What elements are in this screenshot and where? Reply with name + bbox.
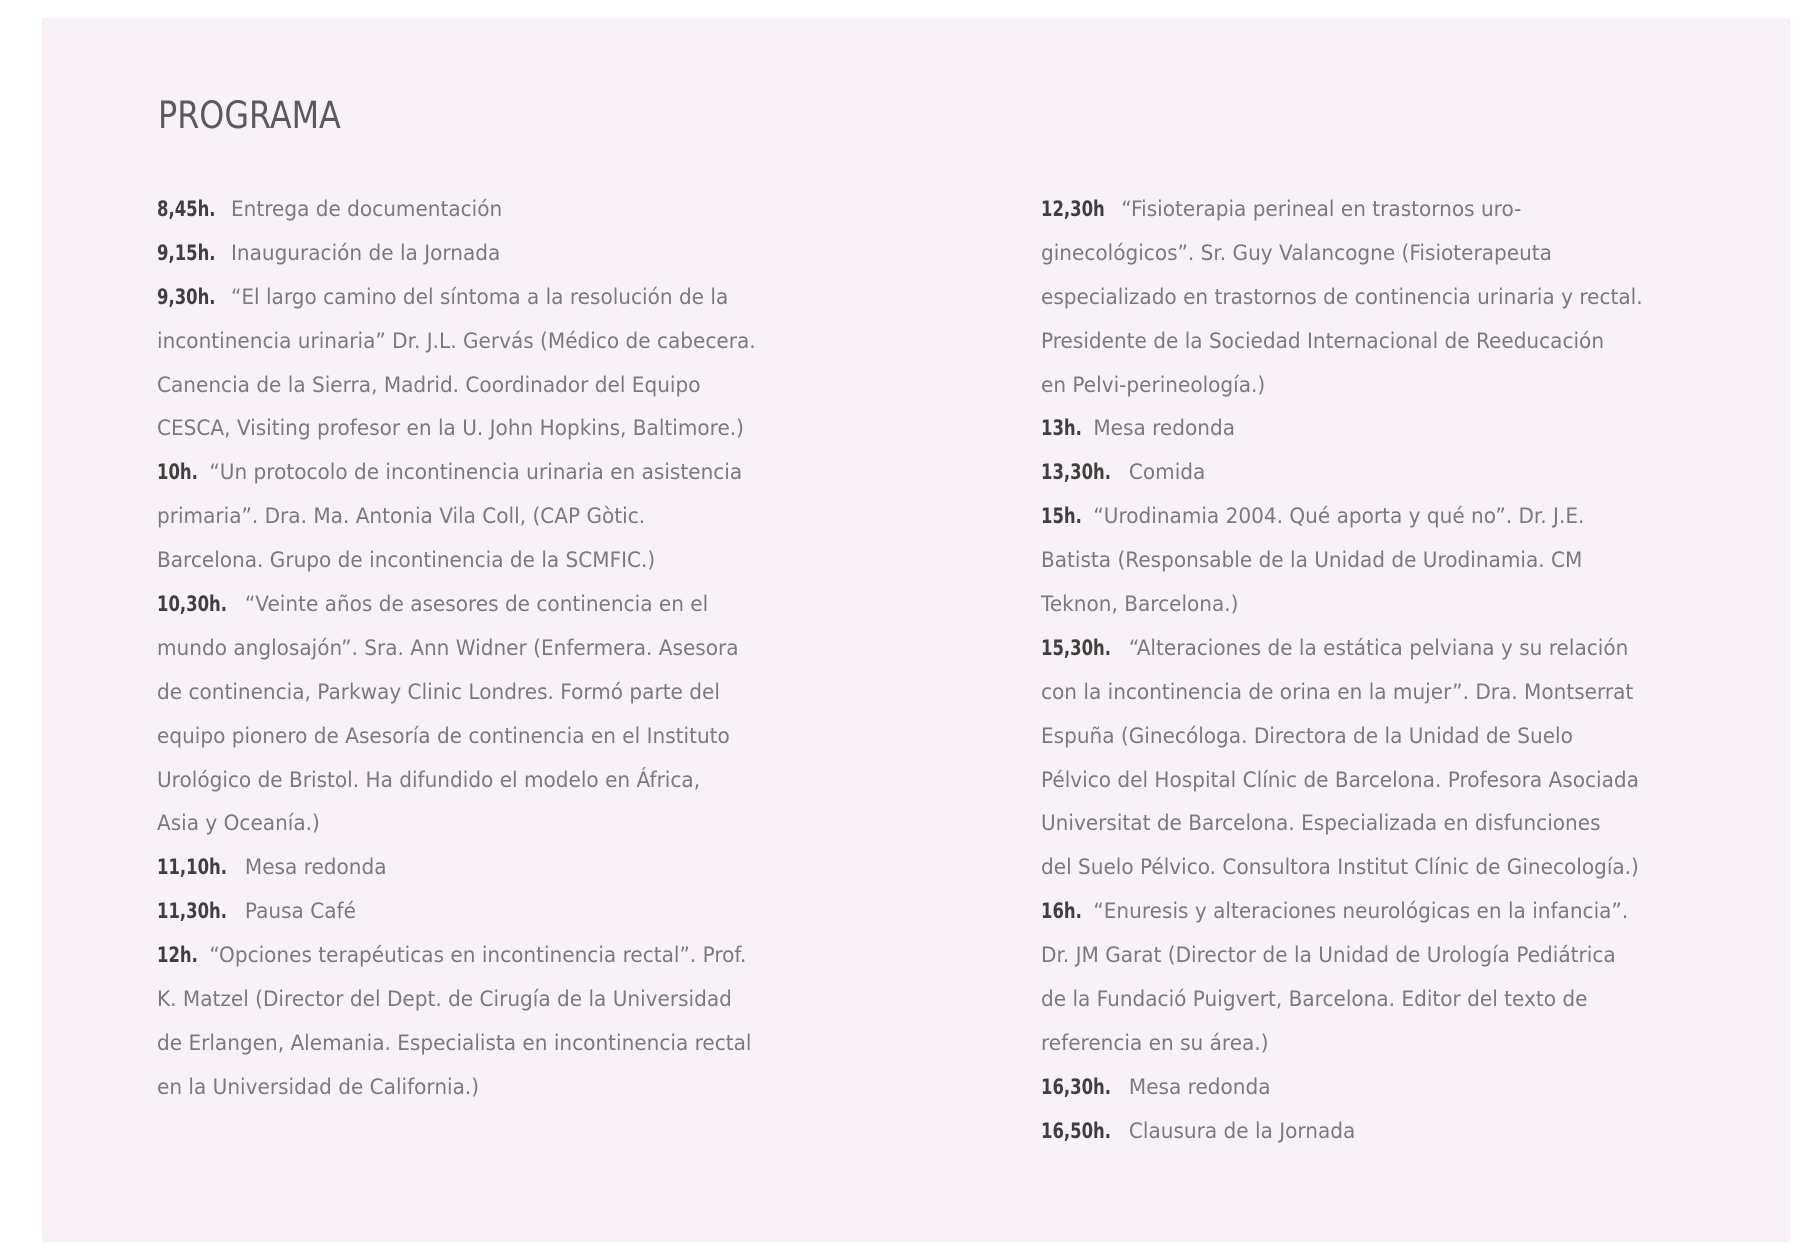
program-time: 15h. — [1041, 504, 1082, 529]
program-text: equipo pionero de Asesoría de continencia en el Instituto — [157, 723, 730, 748]
program-time: 13,30h. — [1041, 460, 1111, 485]
program-line — [157, 364, 826, 408]
program-line — [157, 802, 826, 846]
program-text: “Enuresis y alteraciones neurológicas en la infancia”. — [1093, 899, 1629, 924]
program-time: 16,50h. — [1041, 1118, 1111, 1143]
program-line — [1041, 1110, 1729, 1154]
program-line — [1041, 1066, 1729, 1110]
program-line — [157, 407, 826, 451]
program-text: Canencia de la Sierra, Madrid. Coordinador del Equipo — [157, 372, 701, 397]
program-text: Espuña (Ginecóloga. Directora de la Unidad de Suelo — [1041, 723, 1573, 748]
program-time: 10,30h. — [157, 592, 227, 617]
program-text: Presidente de la Sociedad Internacional de Reeducación — [1041, 328, 1605, 353]
program-line — [1041, 451, 1729, 495]
program-text: “El largo camino del síntoma a la resolución de la — [230, 284, 729, 309]
program-line — [1041, 407, 1729, 451]
program-text: ginecológicos”. Sr. Guy Valancogne (Fisioterapeuta — [1041, 240, 1552, 265]
program-line — [1041, 1022, 1729, 1066]
program-line — [1041, 364, 1729, 408]
program-column-right — [1041, 188, 1761, 1154]
program-text: Pausa Café — [244, 899, 356, 924]
program-time: 8,45h. — [157, 197, 216, 221]
program-line — [157, 232, 826, 276]
program-sheet — [42, 18, 1790, 1242]
program-line — [157, 978, 826, 1022]
program-text: Teknon, Barcelona.) — [1041, 592, 1239, 617]
program-text: Clausura de la Jornada — [1128, 1118, 1356, 1143]
program-text: K. Matzel (Director del Dept. de Cirugía de la Universidad — [157, 987, 732, 1012]
program-line — [157, 671, 826, 715]
program-text: “Un protocolo de incontinencia urinaria en asistencia — [209, 460, 743, 485]
program-time: 16,30h. — [1041, 1074, 1111, 1099]
program-time: 12h. — [157, 943, 198, 968]
program-line — [1041, 715, 1729, 759]
program-text: Barcelona. Grupo de incontinencia de la SCMFIC.) — [157, 548, 656, 573]
program-text: incontinencia urinaria” Dr. J.L. Gervás (Médico de cabecera. — [157, 328, 756, 353]
program-text: Asia y Oceanía.) — [157, 811, 320, 836]
program-line — [157, 188, 826, 232]
program-line — [1041, 495, 1729, 539]
program-line — [1041, 320, 1729, 364]
program-line — [1041, 759, 1729, 803]
program-line — [157, 1066, 826, 1110]
program-text: con la incontinencia de orina en la mujer”. Dra. Montserrat — [1041, 679, 1634, 704]
program-text: “Opciones terapéuticas en incontinencia rectal”. Prof. — [209, 943, 747, 968]
program-text: Dr. JM Garat (Director de la Unidad de Urología Pediátrica — [1041, 943, 1616, 968]
program-line — [1041, 188, 1729, 232]
program-line — [1041, 671, 1729, 715]
program-line — [1041, 934, 1729, 978]
program-line — [1041, 627, 1729, 671]
program-line — [157, 451, 826, 495]
program-line — [157, 715, 826, 759]
program-line — [157, 627, 826, 671]
program-text: Mesa redonda — [244, 855, 387, 880]
program-text: “Alteraciones de la estática pelviana y su relación — [1128, 635, 1629, 660]
program-line — [1041, 978, 1729, 1022]
program-text: de continencia, Parkway Clinic Londres. Formó parte del — [157, 679, 720, 704]
program-text: especializado en trastornos de continencia urinaria y rectal. — [1041, 284, 1643, 309]
program-line — [1041, 539, 1729, 583]
program-text: Pélvico del Hospital Clínic de Barcelona. Profesora Asociada — [1041, 767, 1639, 792]
program-line — [157, 890, 826, 934]
program-line — [157, 1022, 826, 1066]
program-time: 10h. — [157, 460, 198, 485]
program-text: del Suelo Pélvico. Consultora Institut Clínic de Ginecología.) — [1041, 855, 1639, 880]
program-time: 15,30h. — [1041, 635, 1111, 660]
program-text: primaria”. Dra. Ma. Antonia Vila Coll, (CAP Gòtic. — [157, 504, 646, 529]
program-text: Mesa redonda — [1128, 1074, 1271, 1099]
program-text: mundo anglosajón”. Sra. Ann Widner (Enfermera. Asesora — [157, 635, 739, 660]
program-text: referencia en su área.) — [1041, 1030, 1269, 1055]
program-line — [1041, 583, 1729, 627]
program-time: 9,30h. — [157, 284, 216, 309]
program-text: en la Universidad de California.) — [157, 1074, 480, 1099]
program-column-left — [157, 188, 857, 1110]
program-line — [157, 846, 826, 890]
program-text: “Veinte años de asesores de continencia en el — [244, 592, 709, 617]
program-line — [157, 759, 826, 803]
program-text: Batista (Responsable de la Unidad de Urodinamia. CM — [1041, 548, 1583, 573]
program-line — [157, 539, 826, 583]
program-text: “Fisioterapia perineal en trastornos uro- — [1121, 197, 1522, 221]
program-text: CESCA, Visiting profesor en la U. John Hopkins, Baltimore.) — [157, 416, 744, 441]
program-line — [157, 276, 826, 320]
page-title: PROGRAMA — [158, 94, 341, 137]
program-text: en Pelvi-perineología.) — [1041, 372, 1266, 397]
program-line — [1041, 846, 1729, 890]
program-text: “Urodinamia 2004. Qué aporta y qué no”. Dr. J.E. — [1093, 504, 1585, 529]
program-text: Mesa redonda — [1093, 416, 1236, 441]
program-line — [1041, 802, 1729, 846]
program-time: 12,30h — [1041, 197, 1105, 221]
program-text: Urológico de Bristol. Ha difundido el modelo en África, — [157, 767, 701, 792]
program-line — [157, 934, 826, 978]
program-text: Comida — [1128, 460, 1206, 485]
program-line — [1041, 276, 1729, 320]
program-line — [1041, 232, 1729, 276]
program-text: Inauguración de la Jornada — [230, 240, 501, 265]
program-line — [157, 495, 826, 539]
program-time: 9,15h. — [157, 240, 216, 265]
program-text: Universitat de Barcelona. Especializada en disfunciones — [1041, 811, 1601, 836]
program-time: 16h. — [1041, 899, 1082, 924]
program-line — [1041, 890, 1729, 934]
program-line — [157, 320, 826, 364]
program-time: 13h. — [1041, 416, 1082, 441]
program-time: 11,10h. — [157, 855, 227, 880]
program-line — [157, 583, 826, 627]
program-text: Entrega de documentación — [230, 197, 503, 221]
program-time: 11,30h. — [157, 899, 227, 924]
program-text: de la Fundació Puigvert, Barcelona. Editor del texto de — [1041, 987, 1588, 1012]
program-text: de Erlangen, Alemania. Especialista en incontinencia rectal — [157, 1030, 752, 1055]
